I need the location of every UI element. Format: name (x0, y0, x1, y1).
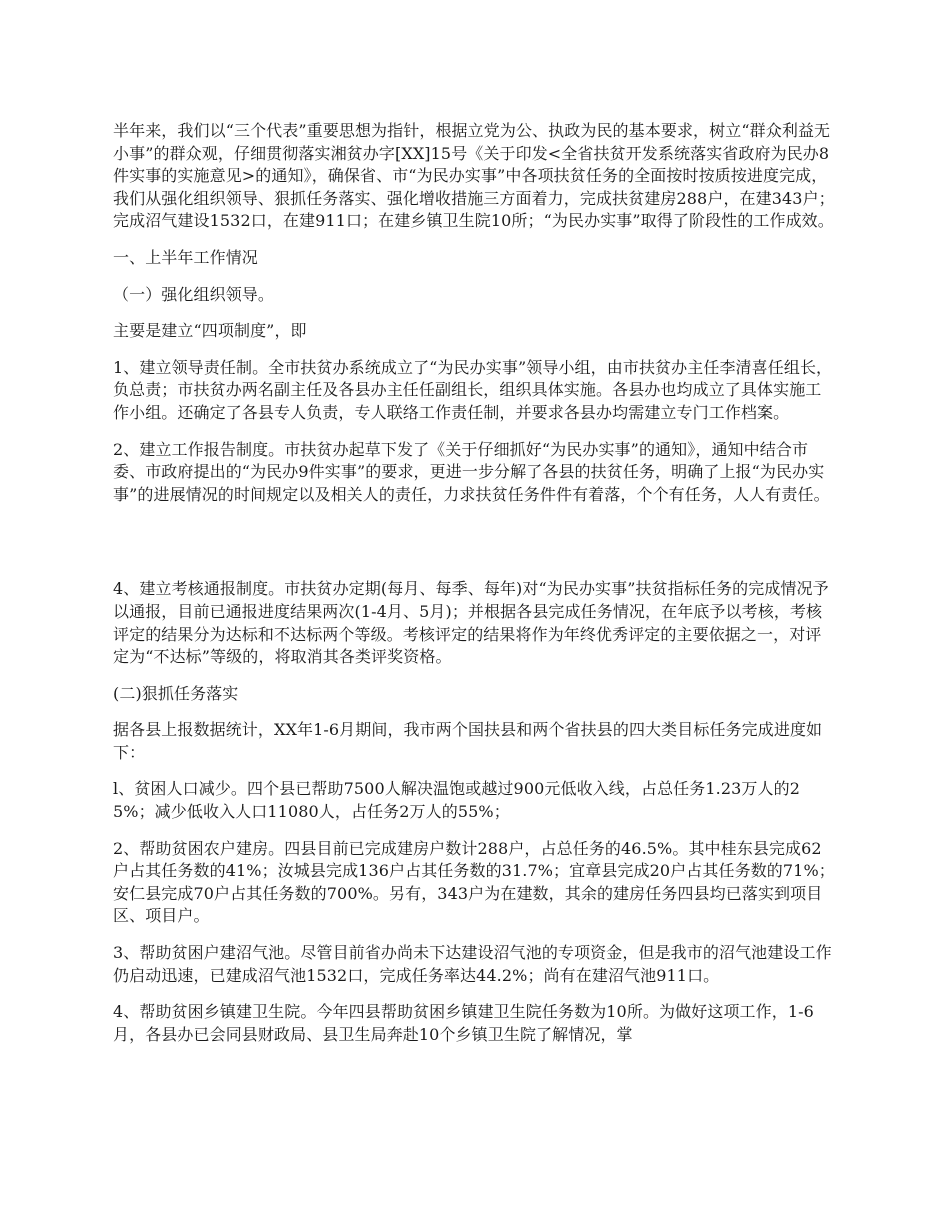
section-heading-1: 一、上半年工作情况 (113, 247, 258, 267)
document-body (113, 120, 837, 1060)
subsection-1-lead: 主要是建立“四项制度”，即 (113, 321, 307, 341)
task-paragraph-2: 2、帮助贫困农户建房。四县目前已完成建房户数计288户，占总任务的46.5%。其中桂东县完成62户占其任务数的41%；汝城县完成136户占其任务数的31.7%；宜章县完成20户占其任务数的71%；安仁县完成70户占其任务数的700%。另有，343户为在建数，其余的建房任务四县均已落实到项目区、项目户。 (113, 838, 835, 926)
subsection-2-lead: 据各县上报数据统计，XX年1-6月期间，我市两个国扶县和两个省扶县的四大类目标任务完成进度如下： (113, 720, 823, 762)
task-paragraph-3: 3、帮助贫困户建沼气池。尽管目前省办尚未下达建设沼气池的专项资金，但是我市的沼气池建设工作仍启动迅速，已建成沼气池1532口，完成任务率达44.2%；尚有在建沼气池911口。 (113, 943, 832, 985)
blank-gap (113, 520, 837, 578)
task-paragraph-1: l、贫困人口减少。四个县已帮助7500人解决温饱或越过900元低收入线，占总任务1.23万人的25%；减少低收入人口11080人，占任务2万人的55%； (113, 779, 800, 822)
task-paragraph-4: 4、帮助贫困乡镇建卫生院。今年四县帮助贫困乡镇建卫生院任务数为10所。为做好这项工作，1-6月，各县办已会同县财政局、县卫生局奔赴10个乡镇卫生院了解情况，掌 (113, 1002, 814, 1044)
subsection-heading-2: (二)狠抓任务落实 (113, 683, 239, 703)
subsection-heading-1: （一）强化组织领导。 (113, 284, 275, 304)
intro-paragraph: 半年来，我们以“三个代表”重要思想为指针，根据立党为公、执政为民的基本要求，树立“群众利益无小事”的群众观，仔细贯彻落实湘贫办字[XX]15号《关于印发<全省扶贫开发系统落实省政府为民办8件实事的实施意见>的通知》，确保省、市“为民办实事”中各项扶贫任务的全面按时按质按进度完成，我们从强化组织领导、狠抓任务落实、强化增收措施三方面着力，完成扶贫建房288户，在建343户；完成沼气建设1532口，在建911口；在建乡镇卫生院10所；“为民办实事”取得了阶段性的工作成效。 (113, 121, 835, 231)
item-paragraph-4: 4、建立考核通报制度。市扶贫办定期(每月、每季、每年)对“为民办实事”扶贫指标任务的完成情况予以通报，目前已通报进度结果两次(1-4月、5月)；并根据各县完成任务情况，在年底予以考核，考核评定的结果分为达标和不达标两个等级。考核评定的结果将作为年终优秀评定的主要依据之一，对评定为“不达标”等级的，将取消其各类评奖资格。 (113, 579, 829, 667)
item-paragraph-1: 1、建立领导责任制。全市扶贫办系统成立了“为民办实事”领导小组，由市扶贫办主任李清喜任组长，负总责；市扶贫办两名副主任及各县办主任任副组长，组织具体实施。各县办也均成立了具体实施工作小组。还确定了各县专人负责，专人联络工作责任制，并要求各县办均需建立专门工作档案。 (113, 357, 833, 422)
item-paragraph-2: 2、建立工作报告制度。市扶贫办起草下发了《关于仔细抓好“为民办实事”的通知》，通知中结合市委、市政府提出的“为民办9件实事”的要求，更进一步分解了各县的扶贫任务，明确了上报“为民办实事”的进展情况的时间规定以及相关人的责任，力求扶贫任务件件有着落，个个有任务，人人有责任。 (113, 439, 830, 504)
